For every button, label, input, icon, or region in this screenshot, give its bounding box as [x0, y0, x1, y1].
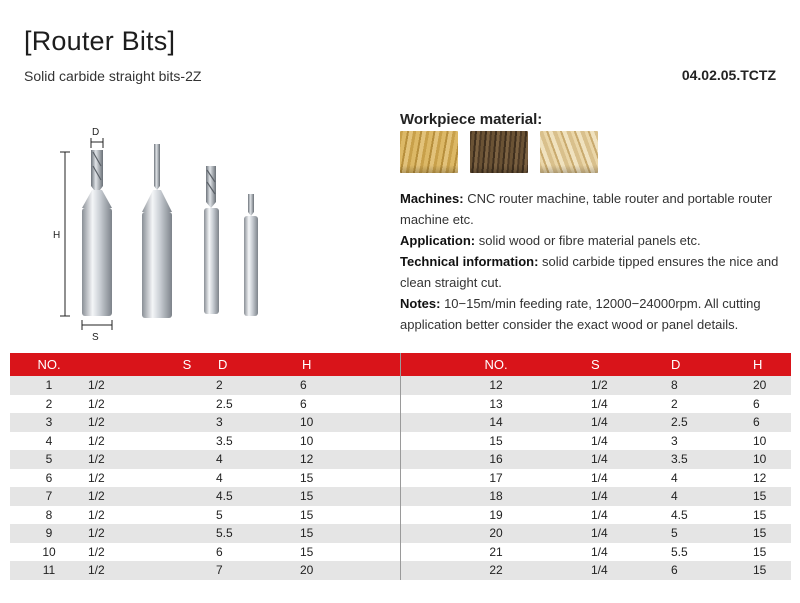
product-code: 04.02.05.TCTZ [681, 67, 776, 83]
table-cell: 4.5 [671, 507, 688, 522]
table-cell: 6 [671, 563, 678, 578]
table-row [10, 413, 400, 432]
table-cell: 6 [753, 396, 760, 411]
table-cell: 10 [753, 433, 767, 448]
router-bit-4 [244, 194, 258, 316]
table-cell: 3 [45, 415, 53, 430]
table-cell: 14 [489, 415, 503, 430]
table-cell: 3 [216, 415, 223, 430]
table-cell: 4 [216, 470, 223, 485]
table-cell: 15 [753, 507, 767, 522]
dimension-s [82, 320, 112, 330]
table-cell: 2 [45, 396, 53, 411]
table-cell: 1/4 [591, 507, 608, 522]
table-cell: 9 [45, 526, 53, 541]
table-cell: 15 [753, 563, 767, 578]
table-cell: 5 [45, 452, 53, 467]
plywood-swatch [540, 131, 598, 173]
table-cell: 1/4 [591, 452, 608, 467]
table-row [10, 524, 400, 543]
table-cell: 1/4 [591, 396, 608, 411]
table-cell: 12 [753, 470, 767, 485]
router-bit-2 [142, 144, 172, 318]
dark-wood-swatch [470, 131, 528, 173]
table-header: NO. S D H [401, 353, 791, 376]
table-cell: 6 [216, 544, 223, 559]
table-cell: 1/4 [591, 544, 608, 559]
table-cell: 1/2 [88, 470, 105, 485]
table-cell: 1/4 [591, 470, 608, 485]
table-cell: 15 [753, 526, 767, 541]
label-d: D [92, 127, 100, 138]
table-cell: 13 [489, 396, 503, 411]
table-cell: 20 [489, 526, 503, 541]
table-row [401, 506, 791, 525]
table-cell: 1/2 [88, 378, 105, 393]
table-cell: 2 [671, 396, 678, 411]
notes-line: Notes: 10−15m/min feeding rate, 12000−24000rpm. All cutting application better consider the exact wood or panel details. [400, 296, 761, 332]
table-cell: 4 [216, 452, 223, 467]
table-cell: 1/2 [88, 563, 105, 578]
specifications [400, 188, 785, 335]
table-cell: 1/4 [591, 526, 608, 541]
machines-line: Machines: CNC router machine, table router and portable router machine etc. [400, 191, 773, 227]
table-cell: 1/4 [591, 433, 608, 448]
table-cell: 10 [300, 415, 314, 430]
table-cell: 1 [45, 378, 53, 393]
table-cell: 1/2 [88, 489, 105, 504]
table-cell: 1/4 [591, 489, 608, 504]
table-cell: 6 [300, 378, 307, 393]
router-bit-1 [82, 150, 112, 316]
table-cell: 7 [45, 489, 53, 504]
label-s: S [92, 332, 99, 343]
table-row [401, 469, 791, 488]
table-cell: 15 [300, 470, 314, 485]
table-row [10, 469, 400, 488]
dimension-d [91, 138, 103, 148]
table-cell: 20 [753, 378, 767, 393]
table-row [10, 432, 400, 451]
table-cell: 16 [489, 452, 503, 467]
table-row [10, 395, 400, 414]
table-cell: 4 [671, 489, 678, 504]
dimension-h [60, 152, 70, 316]
table-row [10, 450, 400, 469]
table-cell: 1/4 [591, 563, 608, 578]
router-bit-3 [204, 166, 219, 314]
table-cell: 15 [489, 433, 503, 448]
workpiece-title: Workpiece material: [400, 111, 543, 128]
table-row [401, 376, 791, 395]
table-cell: 17 [489, 470, 503, 485]
table-cell: 15 [753, 544, 767, 559]
table-cell: 8 [671, 378, 678, 393]
table-row [401, 395, 791, 414]
table-cell: 5 [671, 526, 678, 541]
table-cell: 5.5 [216, 526, 233, 541]
table-cell: 1/2 [88, 415, 105, 430]
spec-table-right [400, 353, 791, 580]
table-cell: 2 [216, 378, 223, 393]
label-h: H [53, 230, 61, 241]
technical-line: Technical information: solid carbide tipped ensures the nice and clean straight cut. [400, 254, 779, 290]
table-cell: 1/4 [591, 415, 608, 430]
table-cell: 3.5 [216, 433, 233, 448]
table-cell: 6 [300, 396, 307, 411]
table-cell: 6 [45, 470, 53, 485]
table-cell: 7 [216, 563, 223, 578]
table-cell: 20 [300, 563, 314, 578]
table-cell: 12 [489, 378, 503, 393]
spec-table-left [10, 353, 400, 580]
table-row [10, 376, 400, 395]
table-row [401, 561, 791, 580]
spec-table [10, 353, 790, 583]
table-cell: 8 [45, 507, 53, 522]
table-cell: 5 [216, 507, 223, 522]
table-cell: 21 [489, 544, 503, 559]
table-row [10, 506, 400, 525]
table-cell: 15 [300, 526, 314, 541]
table-cell: 1/2 [88, 433, 105, 448]
table-cell: 1/2 [88, 526, 105, 541]
table-cell: 4 [671, 470, 678, 485]
table-cell: 11 [42, 563, 56, 578]
table-cell: 4 [45, 433, 53, 448]
table-cell: 18 [489, 489, 503, 504]
table-cell: 15 [300, 507, 314, 522]
table-cell: 10 [42, 544, 56, 559]
table-cell: 10 [753, 452, 767, 467]
table-cell: 3.5 [671, 452, 688, 467]
table-row [401, 413, 791, 432]
table-row [401, 543, 791, 562]
table-row [401, 487, 791, 506]
table-cell: 15 [753, 489, 767, 504]
table-cell: 1/2 [88, 507, 105, 522]
table-row [10, 561, 400, 580]
table-cell: 1/2 [88, 396, 105, 411]
solid-wood-swatch [400, 131, 458, 173]
table-cell: 1/2 [591, 378, 608, 393]
table-cell: 5.5 [671, 544, 688, 559]
table-cell: 22 [489, 563, 503, 578]
table-cell: 19 [489, 507, 503, 522]
table-row [10, 487, 400, 506]
table-row [401, 524, 791, 543]
table-cell: 6 [753, 415, 760, 430]
table-row [401, 432, 791, 451]
router-bits-illustration [40, 120, 340, 350]
table-row [10, 543, 400, 562]
application-line: Application: solid wood or fibre material panels etc. [400, 233, 701, 248]
table-cell: 4.5 [216, 489, 233, 504]
table-header: NO. S D H [10, 353, 400, 376]
table-row [401, 450, 791, 469]
product-subtitle: Solid carbide straight bits-2Z [24, 68, 202, 84]
table-cell: 2.5 [216, 396, 233, 411]
table-cell: 1/2 [88, 452, 105, 467]
page-title: [Router Bits] [24, 26, 176, 56]
table-cell: 10 [300, 433, 314, 448]
table-cell: 1/2 [88, 544, 105, 559]
table-cell: 12 [300, 452, 314, 467]
table-cell: 3 [671, 433, 678, 448]
table-cell: 15 [300, 544, 314, 559]
table-cell: 15 [300, 489, 314, 504]
table-cell: 2.5 [671, 415, 688, 430]
